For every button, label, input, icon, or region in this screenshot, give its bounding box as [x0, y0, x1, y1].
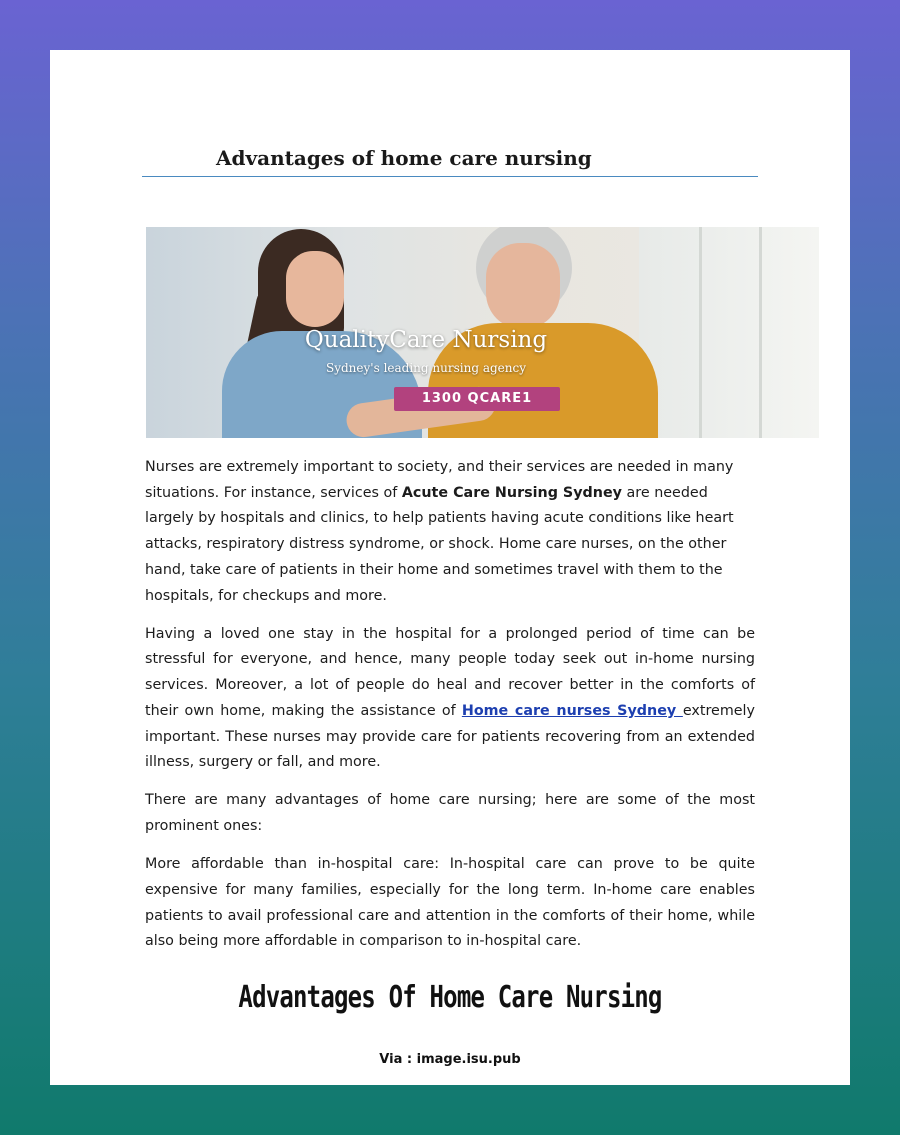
home-care-nurses-link[interactable]: Home care nurses Sydney	[461, 702, 683, 719]
article-body	[145, 455, 755, 968]
caption-title: Advantages Of Home Care Nursing	[238, 980, 662, 1015]
banner-brand: QualityCare Nursing	[304, 327, 548, 353]
paragraph-4: More affordable than in-hospital care: In-hospital care can prove to be quite expensive for many families, especially for the long term. In-home care enables patients to avail professional care and attention in the comforts of their home, while also being more affordable in comparison to in-hospital care.	[145, 856, 755, 950]
document-card	[50, 50, 850, 1085]
paragraph-2: Having a loved one stay in the hospital for a prolonged period of time can be stressful for everyone, and hence, many people today seek out in-home nursing services. Moreover, a lot of people do heal and recover better in the comforts of their own home, making the assistance of Home care nurses Sydney extremely important. These nurses may provide care for patients recovering from an extended illness, surgery or fall, and more.	[145, 625, 755, 771]
title-divider	[142, 176, 758, 177]
document-title: Advantages of home care nursing	[216, 146, 592, 170]
banner-tagline: Sydney's leading nursing agency	[326, 361, 526, 375]
paragraph-3: There are many advantages of home care nursing; here are some of the most prominent ones:	[145, 792, 755, 835]
banner-image	[146, 227, 819, 438]
banner-phone-badge: 1300 QCARE1	[394, 387, 560, 411]
caption-source: Via : image.isu.pub	[379, 1052, 521, 1067]
acute-care-bold: Acute Care Nursing Sydney	[401, 484, 622, 501]
paragraph-1: Nurses are extremely important to society, and their services are needed in many situations. For instance, services of Acute Care Nursing Sydney are needed largely by hospitals and clinics, to help patients having acute conditions like heart attacks, respiratory distress syndrome, or shock. Home care nurses, on the other hand, take care of patients in their home and sometimes travel with them to the hospitals, for checkups and more.	[145, 459, 734, 604]
